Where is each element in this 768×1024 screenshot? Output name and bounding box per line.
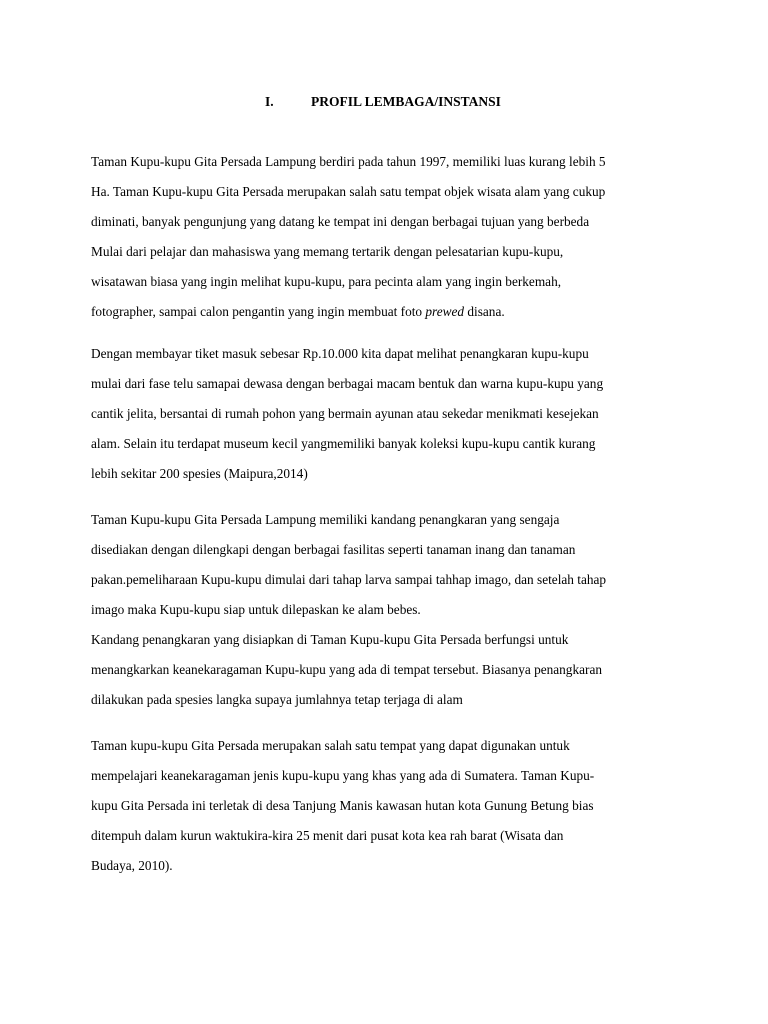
paragraph-line: ditempuh dalam kurun waktukira-kira 25 menit dari pusat kota kea rah barat (Wisata dan (91, 828, 564, 843)
paragraph-line: imago maka Kupu-kupu siap untuk dilepaskan ke alam bebes. (91, 602, 421, 617)
paragraph-line: menangkarkan keanekaragaman Kupu-kupu yang ada di tempat tersebut. Biasanya penangkaran (91, 662, 602, 677)
paragraph-line: Dengan membayar tiket masuk sebesar Rp.10.000 kita dapat melihat penangkaran kupu-kupu (91, 346, 589, 361)
paragraph-line (91, 303, 505, 321)
paragraph-line: mempelajari keanekaragaman jenis kupu-kupu yang khas yang ada di Sumatera. Taman Kupu- (91, 768, 595, 783)
section-title: PROFIL LEMBAGA/INSTANSI (311, 94, 501, 109)
paragraph-line: Mulai dari pelajar dan mahasiswa yang memang tertarik dengan pelesatarian kupu-kupu, (91, 244, 564, 259)
paragraph-line: Taman Kupu-kupu Gita Persada Lampung memiliki kandang penangkaran yang sengaja (91, 512, 560, 527)
paragraph-line: pakan.pemeliharaan Kupu-kupu dimulai dari tahap larva sampai tahhap imago, dan setelah tahap (91, 572, 607, 587)
paragraph-line: alam. Selain itu terdapat museum kecil yangmemiliki banyak koleksi kupu-kupu cantik kurang (91, 436, 596, 451)
paragraph-line: Kandang penangkaran yang disiapkan di Taman Kupu-kupu Gita Persada berfungsi untuk (91, 632, 569, 647)
section-number: I. (265, 94, 274, 109)
paragraph-line: kupu Gita Persada ini terletak di desa Tanjung Manis kawasan hutan kota Gunung Betung bias (91, 798, 594, 813)
paragraph-line: mulai dari fase telu samapai dewasa dengan berbagai macam bentuk dan warna kupu-kupu yang (91, 376, 604, 391)
paragraph-line: Ha. Taman Kupu-kupu Gita Persada merupakan salah satu tempat objek wisata alam yang cukup (91, 184, 606, 199)
paragraph-line: lebih sekitar 200 spesies (Maipura,2014) (91, 466, 308, 481)
paragraph-line: disediakan dengan dilengkapi dengan berbagai fasilitas seperti tanaman inang dan tanaman (91, 542, 576, 557)
text-segment: fotographer, sampai calon pengantin yang ingin membuat foto (91, 304, 426, 319)
italic-term: prewed (425, 304, 465, 319)
paragraph-line: Taman kupu-kupu Gita Persada merupakan salah satu tempat yang dapat digunakan untuk (91, 738, 570, 753)
text-segment: disana. (464, 304, 505, 319)
paragraph-line: cantik jelita, bersantai di rumah pohon yang bermain ayunan atau sekedar menikmati kesejekan (91, 406, 599, 421)
paragraph-line: wisatawan biasa yang ingin melihat kupu-kupu, para pecinta alam yang ingin berkemah, (91, 274, 562, 289)
paragraph-line: dilakukan pada spesies langka supaya jumlahnya tetap terjaga di alam (91, 692, 463, 707)
paragraph-line: diminati, banyak pengunjung yang datang ke tempat ini dengan berbagai tujuan yang berbeda (91, 214, 590, 229)
paragraph-line: Taman Kupu-kupu Gita Persada Lampung berdiri pada tahun 1997, memiliki luas kurang lebih 5 (91, 154, 606, 169)
paragraph-line: Budaya, 2010). (91, 858, 173, 873)
